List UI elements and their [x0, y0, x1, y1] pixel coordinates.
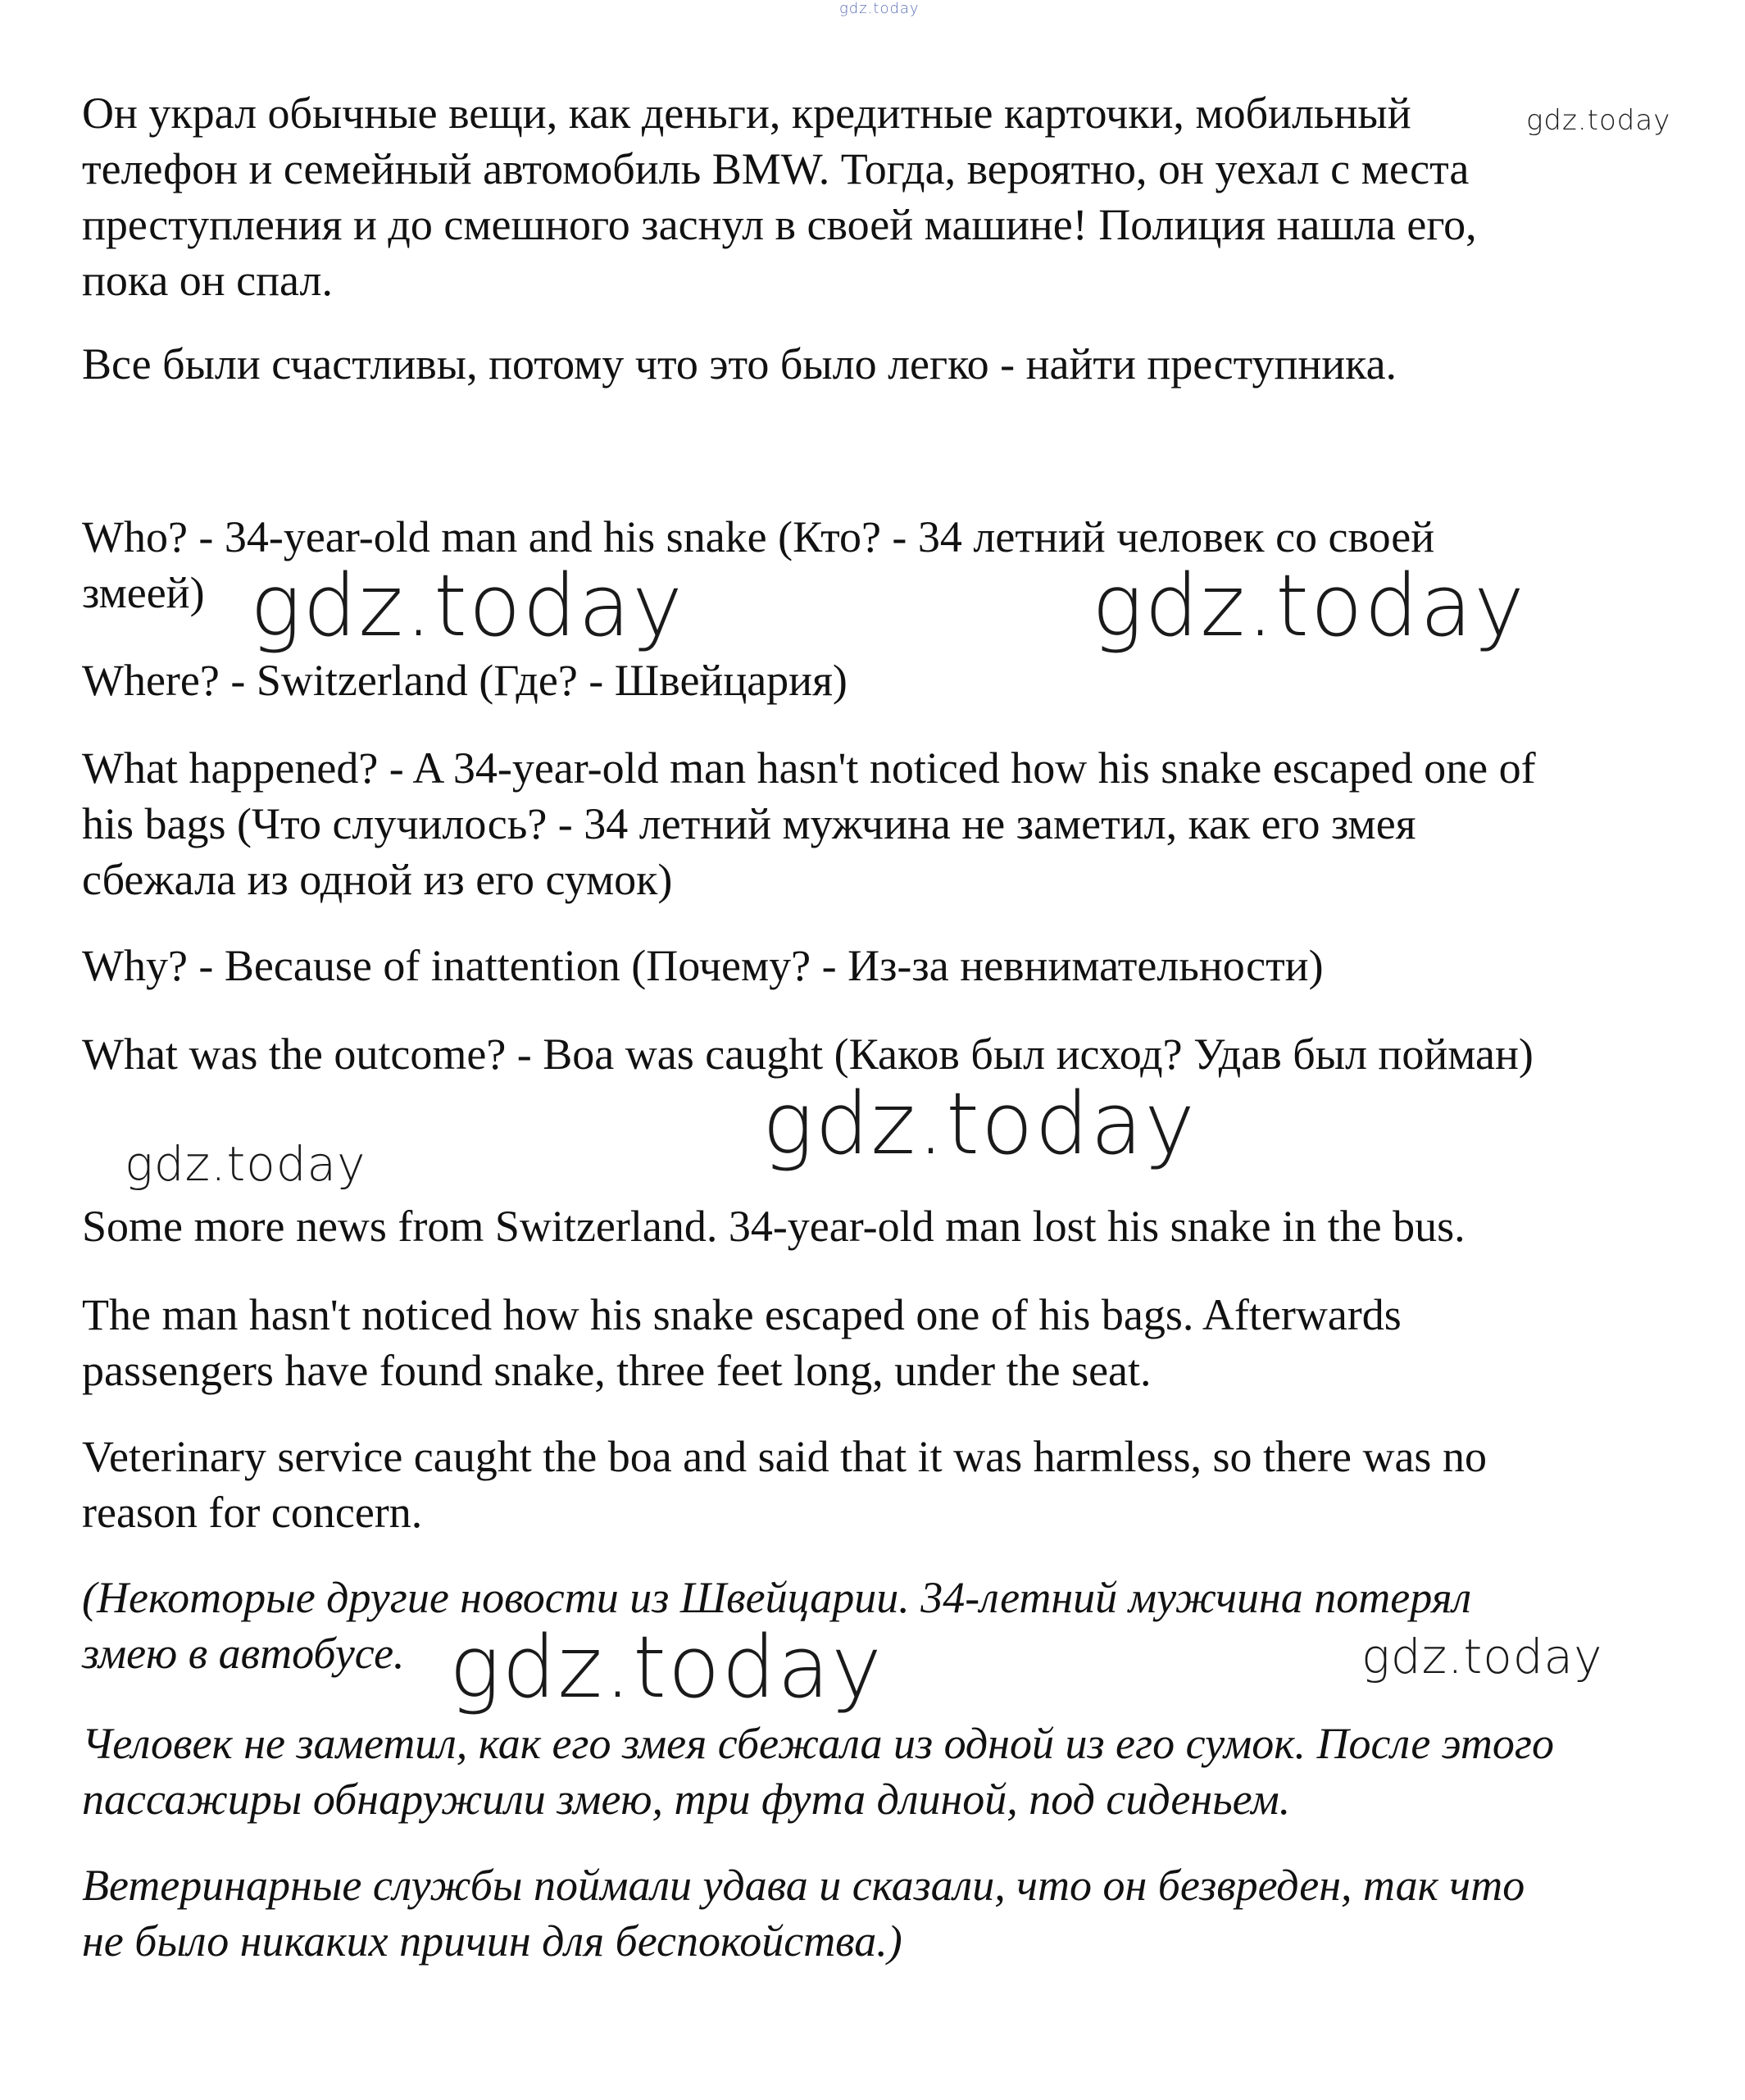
text-line: (Некоторые другие новости из Швейцарии. 34-летний мужчина потерял	[82, 1573, 1472, 1622]
watermark: gdz.today	[449, 1617, 884, 1717]
text-line: his bags (Что случилось? - 34 летний мужчина не заметил, как его змея	[82, 799, 1416, 848]
paragraph-why	[82, 938, 1688, 993]
paragraph-news-1	[82, 1198, 1688, 1254]
text-line: Ветеринарные службы поймали удава и сказали, что он безвреден, так что	[82, 1861, 1525, 1910]
paragraph-ru-translation-2	[82, 1716, 1688, 1827]
watermark: gdz.today	[250, 556, 684, 656]
text-line: Veterinary service caught the boa and said that it was harmless, so there was no	[82, 1432, 1487, 1481]
watermark: gdz.today	[125, 1136, 366, 1192]
text-line: сбежала из одной из его сумок)	[82, 855, 673, 904]
text-line: пассажиры обнаружили змею, три фута длиной, под сиденьем.	[82, 1775, 1291, 1824]
text-line: телефон и семейный автомобиль BMW. Тогда, вероятно, он уехал с места	[82, 144, 1470, 193]
watermark-top: gdz.today	[839, 0, 920, 17]
text-line: пока он спал.	[82, 256, 333, 305]
text-line: Все были счастливы, потому что это было легко - найти преступника.	[82, 339, 1397, 389]
text-line: Он украл обычные вещи, как деньги, кредитные карточки, мобильный	[82, 89, 1411, 138]
paragraph-what-happened	[82, 740, 1688, 907]
text-line: reason for concern.	[82, 1488, 423, 1537]
watermark: gdz.today	[1526, 104, 1671, 137]
paragraph-news-3	[82, 1429, 1688, 1540]
watermark: gdz.today	[1092, 556, 1526, 656]
text-line: преступления и до смешного заснул в своей машине! Полиция нашла его,	[82, 200, 1477, 249]
text-line: Человек не заметил, как его змея сбежала из одной из его сумок. После этого	[82, 1719, 1555, 1768]
text-line: The man hasn't noticed how his snake escaped one of his bags. Afterwards	[82, 1290, 1402, 1339]
watermark: gdz.today	[1361, 1629, 1603, 1684]
text-line: не было никаких причин для беспокойства.)	[82, 1916, 902, 1966]
paragraph-where	[82, 652, 1688, 708]
text-line: What happened? - A 34-year-old man hasn't noticed how his snake escaped one of	[82, 743, 1536, 793]
text-line: Who? - 34-year-old man and his snake (Кто? - 34 летний человек со своей	[82, 512, 1435, 561]
text-line: змеей)	[82, 568, 205, 617]
text-line: Where? - Switzerland (Где? - Швейцария)	[82, 656, 848, 705]
text-line: Why? - Because of inattention (Почему? - Из-за невнимательности)	[82, 941, 1324, 990]
paragraph-ru-translation-3	[82, 1857, 1688, 1969]
watermark: gdz.today	[762, 1074, 1197, 1174]
paragraph-crime-summary	[82, 85, 1688, 308]
paragraph-news-2	[82, 1287, 1688, 1398]
paragraph-everyone-happy	[82, 336, 1688, 392]
text-line: Some more news from Switzerland. 34-year-old man lost his snake in the bus.	[82, 1202, 1466, 1251]
text-line: змею в автобусе.	[82, 1629, 405, 1678]
text-line: What was the outcome? - Boa was caught (Каков был исход? Удав был пойман)	[82, 1030, 1534, 1079]
text-line: passengers have found snake, three feet long, under the seat.	[82, 1346, 1152, 1395]
